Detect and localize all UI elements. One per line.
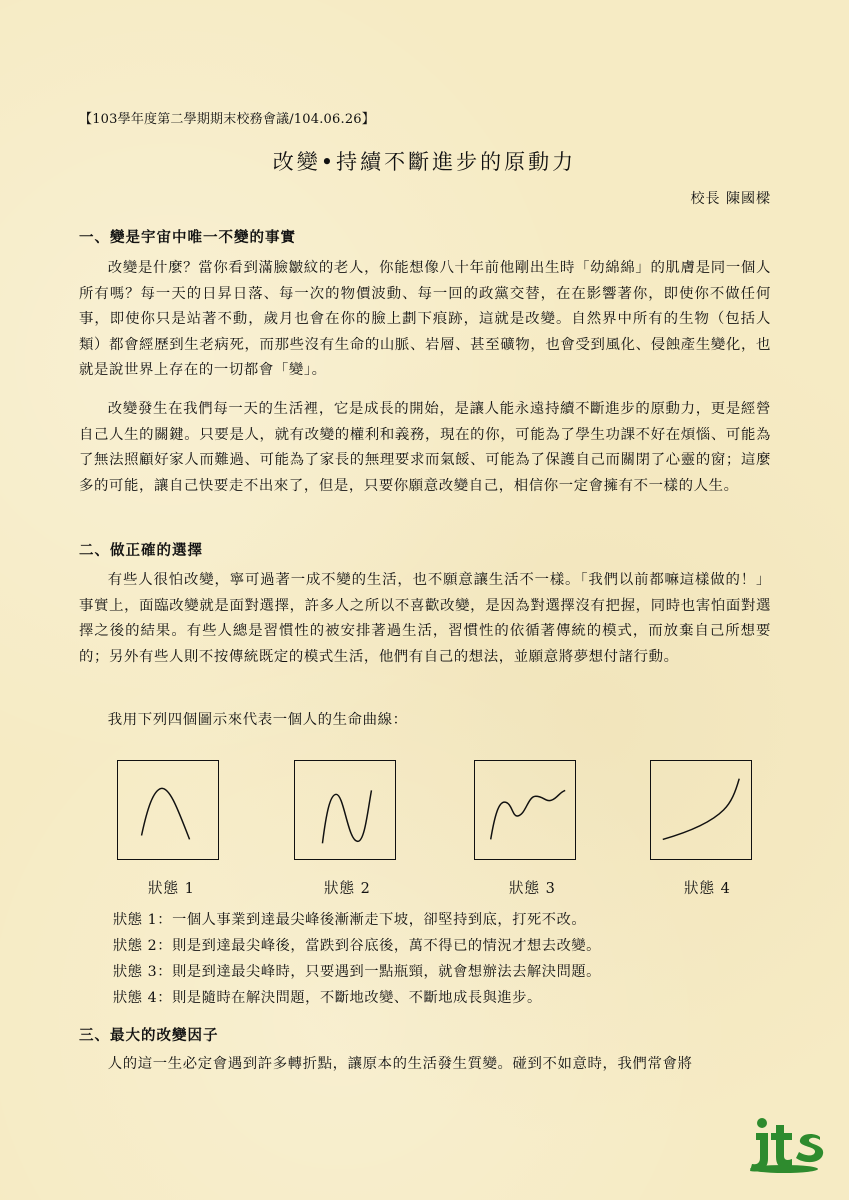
meeting-meta: 【103學年度第二學期期末校務會議/104.06.26】: [79, 112, 375, 127]
jts-logo: [742, 1115, 826, 1175]
section-3-paragraph-1: 人的這一生必定會遇到許多轉折點，讓原本的生活發生質變。碰到不如意時，我們常會將: [107, 1056, 693, 1072]
life-curve-1-label: 狀態 1: [148, 881, 195, 897]
life-curve-4-diagram: [650, 760, 752, 860]
page-title: 改變•持續不斷進步的原動力: [272, 150, 577, 174]
section-3-heading: 三、最大的改變因子: [79, 1027, 219, 1044]
life-curve-1-graphic: [118, 761, 218, 859]
state-3-description: 狀態 3：則是到達最尖峰時，只要遇到一點瓶頸，就會想辦法去解決問題。: [113, 964, 601, 980]
state-4-description: 狀態 4：則是隨時在解決問題，不斷地改變、不斷地成長與進步。: [113, 990, 542, 1006]
life-curve-4-label: 狀態 4: [684, 881, 731, 897]
life-curve-3-diagram: [474, 760, 576, 860]
author-line: 校長 陳國樑: [690, 191, 771, 207]
jts-logo-graphic: [742, 1115, 826, 1175]
life-curve-3-graphic: [475, 761, 575, 859]
life-curve-1-diagram: [117, 760, 219, 860]
state-2-description: 狀態 2：則是到達最尖峰後，當跌到谷底後，萬不得已的情況才想去改變。: [113, 938, 601, 954]
section-2-paragraph-1: 有些人很怕改變，寧可過著一成不變的生活，也不願意讓生活不一樣。「我們以前都嘛這樣做的！」事實上，面臨改變就是面對選擇，許多人之所以不喜歡改變，是因為對選擇沒有把握，同時也害怕面對選擇之後的結果。有些人總是習慣性的被安排著過生活，習慣性的依循著傳統的模式，而放棄自己所想要的；另外有些人則不按傳統既定的模式生活，他們有自己的想法，並願意將夢想付諸行動。: [79, 572, 771, 665]
life-curve-2-diagram: [294, 760, 396, 860]
state-1-description: 狀態 1：一個人事業到達最尖峰後漸漸走下坡，卻堅持到底，打死不改。: [113, 912, 587, 928]
section-1-paragraph-2: 改變發生在我們每一天的生活裡，它是成長的開始，是讓人能永遠持續不斷進步的原動力，更是經營自己人生的關鍵。只要是人，就有改變的權利和義務，現在的你，可能為了學生功課不好在煩惱、可能為了無法照顧好家人而難過、可能為了家長的無理要求而氣餒、可能為了保護自己而關閉了心靈的窗；這麼多的可能，讓自己快要走不出來了，但是，只要你願意改變自己，相信你一定會擁有不一樣的人生。: [79, 401, 771, 494]
life-curve-2-graphic: [295, 761, 395, 859]
section-2-paragraph-2: 我用下列四個圖示來代表一個人的生命曲線：: [107, 712, 408, 728]
section-1-paragraph-1: 改變是什麼？當你看到滿臉皺紋的老人，你能想像八十年前他剛出生時「幼綿綿」的肌膚是同一個人所有嗎？每一天的日昇日落、每一次的物價波動、每一回的政黨交替，在在影響著你，即使你不做任何事，即使你只是站著不動，歲月也會在你的臉上劃下痕跡，這就是改變。自然界中所有的生物（包括人類）都會經歷到生老病死，而那些沒有生命的山脈、岩層、甚至礦物，也會受到風化、侵蝕產生變化，也就是說世界上存在的一切都會「變」。: [79, 260, 771, 378]
life-curve-3-label: 狀態 3: [509, 881, 556, 897]
life-curve-2-label: 狀態 2: [324, 881, 371, 897]
state-descriptions: [113, 907, 601, 1011]
life-curve-4-graphic: [651, 761, 751, 859]
section-1-heading: 一、變是宇宙中唯一不變的事實: [79, 229, 296, 246]
section-2-heading: 二、做正確的選擇: [79, 542, 203, 559]
